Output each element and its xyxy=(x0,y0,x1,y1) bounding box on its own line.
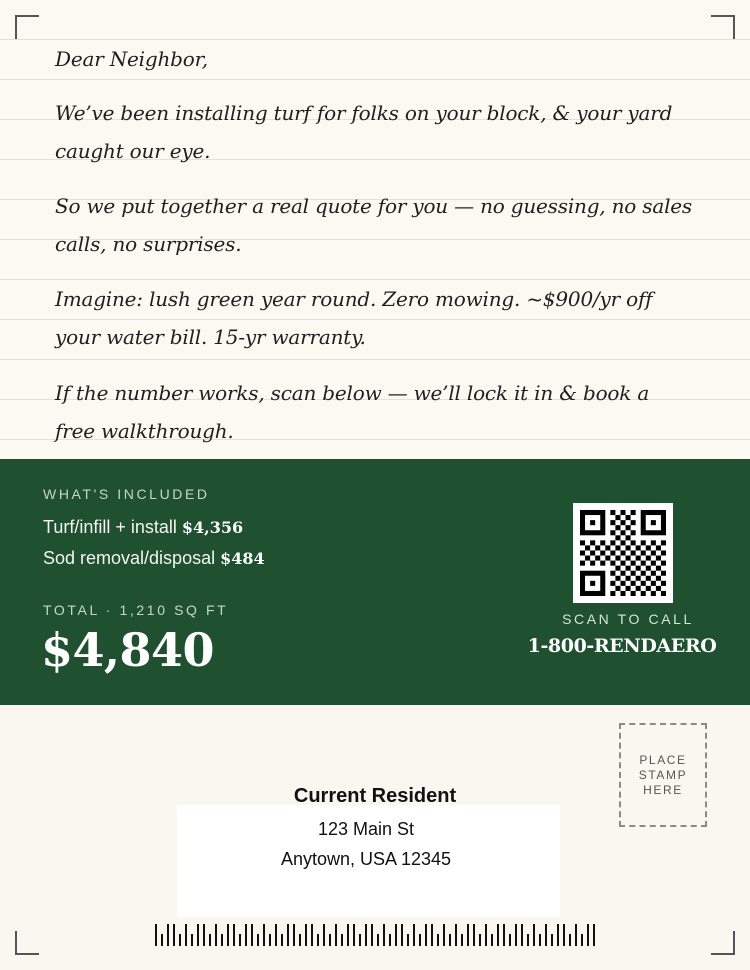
qr-module xyxy=(661,561,666,566)
crop-mark xyxy=(711,15,735,39)
barcode-bar xyxy=(233,924,235,946)
scan-label: SCAN TO CALL xyxy=(562,611,694,627)
qr-module xyxy=(615,586,620,591)
barcode-bar xyxy=(263,924,265,946)
qr-module xyxy=(661,540,666,545)
qr-module xyxy=(595,556,600,561)
barcode-bar xyxy=(239,934,241,946)
qr-module xyxy=(651,581,656,586)
qr-module xyxy=(585,556,590,561)
barcode-bar xyxy=(593,924,595,946)
barcode-bar xyxy=(581,934,583,946)
qr-module xyxy=(651,540,656,545)
handwritten-letter xyxy=(0,0,750,459)
qr-module xyxy=(631,561,636,566)
barcode-bar xyxy=(215,924,217,946)
total-label: TOTAL · 1,210 SQ FT xyxy=(43,602,229,618)
qr-module xyxy=(610,530,615,535)
barcode-bar xyxy=(371,924,373,946)
qr-module xyxy=(626,576,631,581)
qr-module xyxy=(641,581,646,586)
qr-module xyxy=(620,571,625,576)
qr-module xyxy=(615,566,620,571)
qr-module xyxy=(661,571,666,576)
barcode-bar xyxy=(191,934,193,946)
barcode-bar xyxy=(431,924,433,946)
qr-module xyxy=(610,510,615,515)
barcode-bar xyxy=(185,924,187,946)
qr-module xyxy=(590,540,595,545)
barcode-bar xyxy=(587,924,589,946)
qr-module xyxy=(590,520,595,525)
qr-module xyxy=(626,556,631,561)
qr-module xyxy=(615,576,620,581)
barcode-bar xyxy=(539,934,541,946)
barcode-bar xyxy=(485,924,487,946)
qr-module xyxy=(636,545,641,550)
barcode-bar xyxy=(401,924,403,946)
barcode-bar xyxy=(533,924,535,946)
barcode-bar xyxy=(461,934,463,946)
barcode-bar xyxy=(395,924,397,946)
qr-module xyxy=(641,540,646,545)
city-line: Anytown, USA 12345 xyxy=(280,849,452,869)
qr-module xyxy=(610,571,615,576)
qr-module xyxy=(620,591,625,596)
qr-module xyxy=(610,520,615,525)
barcode-bar xyxy=(515,924,517,946)
qr-module xyxy=(656,556,661,561)
line-item-amount: $484 xyxy=(220,549,265,568)
barcode-bar xyxy=(311,924,313,946)
qr-module xyxy=(610,561,615,566)
barcode-bar xyxy=(347,924,349,946)
qr-module xyxy=(641,571,646,576)
barcode-bar xyxy=(161,934,163,946)
qr-module xyxy=(615,525,620,530)
barcode-bar xyxy=(503,924,505,946)
qr-module xyxy=(661,581,666,586)
qr-module xyxy=(641,591,646,596)
line-item-label: Sod removal/disposal xyxy=(43,548,216,568)
barcode-bar xyxy=(575,924,577,946)
qr-module xyxy=(580,561,585,566)
barcode-bar xyxy=(203,924,205,946)
qr-module xyxy=(626,515,631,520)
barcode-bar xyxy=(359,934,361,946)
barcode-bar xyxy=(341,934,343,946)
qr-module xyxy=(610,581,615,586)
qr-module xyxy=(631,591,636,596)
barcode-bar xyxy=(299,934,301,946)
qr-module xyxy=(631,581,636,586)
qr-module xyxy=(610,591,615,596)
qr-module xyxy=(620,561,625,566)
barcode-bar xyxy=(569,934,571,946)
barcode-bar xyxy=(425,924,427,946)
line-item-amount: $4,356 xyxy=(181,518,244,537)
barcode-bar xyxy=(407,934,409,946)
barcode-bar xyxy=(221,934,223,946)
quote-panel xyxy=(0,459,750,705)
street-address: 123 Main St xyxy=(317,819,415,839)
barcode-bar xyxy=(449,934,451,946)
barcode-bar xyxy=(245,924,247,946)
qr-module xyxy=(656,576,661,581)
phone-number[interactable]: 1-800-RENDAERO xyxy=(527,635,717,657)
letter-paragraph: We’ve been installing turf for folks on your block, & your yard caught our eye. xyxy=(55,101,673,163)
barcode-bar xyxy=(353,924,355,946)
barcode-bar xyxy=(251,924,253,946)
barcode-bar xyxy=(173,924,175,946)
qr-module xyxy=(620,581,625,586)
total-amount: $4,840 xyxy=(41,623,215,677)
letter-paragraph: If the number works, scan below — we’ll lock it in & book a free walkthrough. xyxy=(55,381,650,443)
line-item-label: Turf/infill + install xyxy=(43,517,177,537)
qr-module xyxy=(631,530,636,535)
qr-module xyxy=(646,556,651,561)
qr-module xyxy=(620,530,625,535)
qr-module xyxy=(631,520,636,525)
qr-module xyxy=(626,545,631,550)
qr-module xyxy=(646,576,651,581)
line-item xyxy=(43,548,265,569)
qr-module xyxy=(631,540,636,545)
barcode-bar xyxy=(491,934,493,946)
qr-module xyxy=(615,535,620,540)
qr-module xyxy=(661,550,666,555)
qr-module xyxy=(631,550,636,555)
barcode-bar xyxy=(467,924,469,946)
letter-salutation: Dear Neighbor, xyxy=(55,47,208,71)
stamp-text: PLACE STAMP HERE xyxy=(638,752,688,797)
qr-code-graphic xyxy=(580,510,666,596)
barcode-bar xyxy=(443,924,445,946)
recipient-name: Current Resident xyxy=(293,785,457,807)
qr-module xyxy=(600,550,605,555)
barcode-bar xyxy=(545,924,547,946)
qr-module xyxy=(605,545,610,550)
crop-mark xyxy=(15,931,39,955)
barcode-bar xyxy=(257,934,259,946)
qr-module xyxy=(651,550,656,555)
qr-module xyxy=(631,510,636,515)
letter-paragraph: Imagine: lush green year round. Zero mowing. ~$900/yr off your water bill. 15-yr warranty. xyxy=(55,287,653,349)
qr-module xyxy=(626,586,631,591)
barcode-bar xyxy=(383,924,385,946)
qr-module xyxy=(615,545,620,550)
barcode-bar xyxy=(557,924,559,946)
qr-module xyxy=(610,550,615,555)
qr-module xyxy=(631,571,636,576)
barcode-bar xyxy=(305,924,307,946)
qr-module xyxy=(651,561,656,566)
barcode-bar xyxy=(293,924,295,946)
qr-module xyxy=(590,581,595,586)
qr-module xyxy=(636,576,641,581)
barcode-bar xyxy=(521,924,523,946)
stamp-box xyxy=(619,723,707,827)
qr-module xyxy=(651,571,656,576)
qr-module xyxy=(615,515,620,520)
barcode-bar xyxy=(179,934,181,946)
barcode-bar xyxy=(437,934,439,946)
qr-module xyxy=(580,550,585,555)
barcode-bar xyxy=(269,934,271,946)
barcode-bar xyxy=(479,934,481,946)
qr-module xyxy=(626,535,631,540)
qr-module xyxy=(590,561,595,566)
qr-module xyxy=(626,525,631,530)
barcode-bar xyxy=(197,924,199,946)
barcode-bar xyxy=(287,924,289,946)
qr-module xyxy=(620,550,625,555)
qr-module xyxy=(620,540,625,545)
barcode-bar xyxy=(473,924,475,946)
qr-module xyxy=(661,591,666,596)
qr-module xyxy=(646,586,651,591)
qr-module xyxy=(626,566,631,571)
qr-module xyxy=(610,540,615,545)
barcode-bar xyxy=(227,924,229,946)
crop-mark xyxy=(711,931,735,955)
qr-module xyxy=(656,566,661,571)
qr-module xyxy=(646,545,651,550)
barcode-bar xyxy=(527,934,529,946)
letter-paragraph: So we put together a real quote for you — no guessing, no sales calls, no surprises. xyxy=(55,194,692,256)
barcode-bar xyxy=(389,934,391,946)
barcode-bar xyxy=(455,924,457,946)
qr-module xyxy=(636,566,641,571)
barcode-bar xyxy=(281,934,283,946)
qr-module xyxy=(595,545,600,550)
barcode-bar xyxy=(551,934,553,946)
barcode-bar xyxy=(317,934,319,946)
qr-module xyxy=(620,510,625,515)
qr-module xyxy=(600,540,605,545)
barcode-bar xyxy=(167,924,169,946)
section-label: WHAT'S INCLUDED xyxy=(43,486,210,502)
qr-module xyxy=(600,561,605,566)
qr-module xyxy=(651,591,656,596)
barcode-bar xyxy=(155,924,157,946)
qr-code-icon[interactable] xyxy=(573,503,673,603)
qr-module xyxy=(605,556,610,561)
barcode-bar xyxy=(209,934,211,946)
qr-module xyxy=(636,586,641,591)
barcode-bar xyxy=(413,924,415,946)
qr-module xyxy=(585,545,590,550)
barcode-bar xyxy=(563,924,565,946)
line-item xyxy=(43,517,243,538)
barcode-bar xyxy=(497,924,499,946)
barcode-bar xyxy=(323,924,325,946)
qr-module xyxy=(641,550,646,555)
qr-module xyxy=(615,556,620,561)
qr-module xyxy=(590,550,595,555)
qr-module xyxy=(641,561,646,566)
barcode-bar xyxy=(509,934,511,946)
crop-mark xyxy=(15,15,39,39)
qr-module xyxy=(656,586,661,591)
barcode-bar xyxy=(419,934,421,946)
qr-module xyxy=(636,556,641,561)
barcode-bar xyxy=(365,924,367,946)
qr-module xyxy=(620,520,625,525)
barcode-bar xyxy=(329,934,331,946)
qr-module xyxy=(580,540,585,545)
qr-module xyxy=(646,566,651,571)
barcode-bar xyxy=(335,924,337,946)
barcode-bar xyxy=(377,934,379,946)
qr-module xyxy=(656,545,661,550)
qr-module xyxy=(651,520,656,525)
barcode-bar xyxy=(275,924,277,946)
